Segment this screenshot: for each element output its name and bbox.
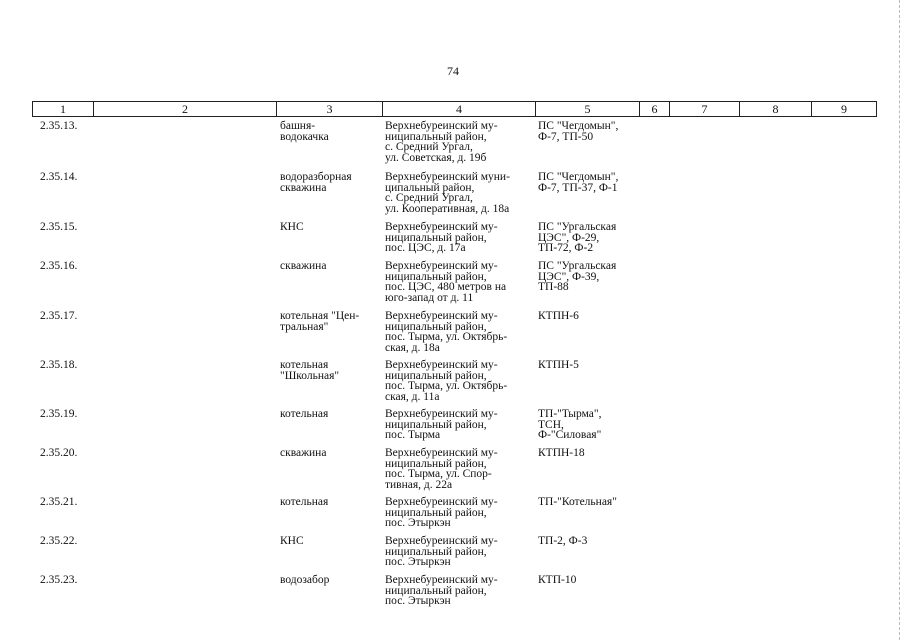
header-col-3: 3 [277, 102, 383, 117]
header-col-5: 5 [536, 102, 640, 117]
power-source: ПС "Ургальская ЦЭС", Ф-39, ТП-88 [538, 260, 617, 293]
object-name: водозабор [280, 574, 330, 586]
power-source: ПС "Чегдомын", Ф-7, ТП-37, Ф-1 [538, 171, 619, 194]
row-number: 2.35.16. [40, 260, 78, 272]
header-col-4: 4 [383, 102, 536, 117]
row-number: 2.35.19. [40, 408, 78, 420]
header-col-8: 8 [740, 102, 812, 117]
object-address: Верхнебуреинский му- ниципальный район, пос. Этыркэн [385, 535, 498, 568]
header-row [33, 102, 877, 117]
row-number: 2.35.21. [40, 496, 78, 508]
power-source: ТП-"Тырма", ТСН, Ф-"Силовая" [538, 408, 602, 441]
header-col-9: 9 [812, 102, 877, 117]
object-name: котельная [280, 408, 329, 420]
object-name: КНС [280, 535, 304, 547]
row-number: 2.35.14. [40, 171, 78, 183]
row-number: 2.35.17. [40, 310, 78, 322]
object-address: Верхнебуреинский му- ниципальный район, с. Средний Ургал, ул. Советская, д. 19б [385, 120, 498, 164]
row-number: 2.35.23. [40, 574, 78, 586]
power-source: КТП-10 [538, 574, 577, 586]
object-address: Верхнебуреинский му- ниципальный район, пос. Этыркэн [385, 574, 498, 607]
power-source: ПС "Ургальская ЦЭС", Ф-29, ТП-72, Ф-2 [538, 221, 617, 254]
header-col-2: 2 [94, 102, 277, 117]
row-number: 2.35.20. [40, 447, 78, 459]
object-address: Верхнебуреинский му- ниципальный район, пос. Тырма [385, 408, 498, 441]
object-address: Верхнебуреинский му- ниципальный район, пос. Этыркэн [385, 496, 498, 529]
row-number: 2.35.15. [40, 221, 78, 233]
object-name: башня- водокачка [280, 120, 329, 143]
object-name: скважина [280, 447, 327, 459]
power-source: КТПН-5 [538, 359, 579, 371]
header-col-7: 7 [670, 102, 740, 117]
row-number: 2.35.22. [40, 535, 78, 547]
row-number: 2.35.13. [40, 120, 78, 132]
object-address: Верхнебуреинский муни- ципальный район, с. Средний Ургал, ул. Кооперативная, д. 18а [385, 171, 510, 215]
page-number: 74 [447, 64, 459, 78]
header-col-6: 6 [640, 102, 670, 117]
header-col-1: 1 [33, 102, 94, 117]
object-name: КНС [280, 221, 304, 233]
column-header-table [32, 101, 877, 117]
object-name: водоразборная скважина [280, 171, 352, 194]
page-edge-rule [899, 0, 900, 640]
object-name: котельная "Школьная" [280, 359, 340, 382]
power-source: ТП-2, Ф-3 [538, 535, 588, 547]
object-name: скважина [280, 260, 327, 272]
object-address: Верхнебуреинский му- ниципальный район, пос. Тырма, ул. Октябрь- ская, д. 18а [385, 310, 508, 354]
object-name: котельная [280, 496, 329, 508]
power-source: КТПН-6 [538, 310, 579, 322]
object-address: Верхнебуреинский му- ниципальный район, пос. Тырма, ул. Октябрь- ская, д. 11а [385, 359, 508, 403]
power-source: ПС "Чегдомын", Ф-7, ТП-50 [538, 120, 619, 143]
object-address: Верхнебуреинский му- ниципальный район, пос. ЦЭС, 480 метров на юго-запад от д. 11 [385, 260, 507, 304]
object-address: Верхнебуреинский му- ниципальный район, пос. Тырма, ул. Спор- тивная, д. 22а [385, 447, 498, 491]
power-source: ТП-"Котельная" [538, 496, 617, 508]
row-number: 2.35.18. [40, 359, 78, 371]
object-address: Верхнебуреинский му- ниципальный район, пос. ЦЭС, д. 17а [385, 221, 498, 254]
power-source: КТПН-18 [538, 447, 585, 459]
object-name: котельная "Цен- тральная" [280, 310, 360, 333]
